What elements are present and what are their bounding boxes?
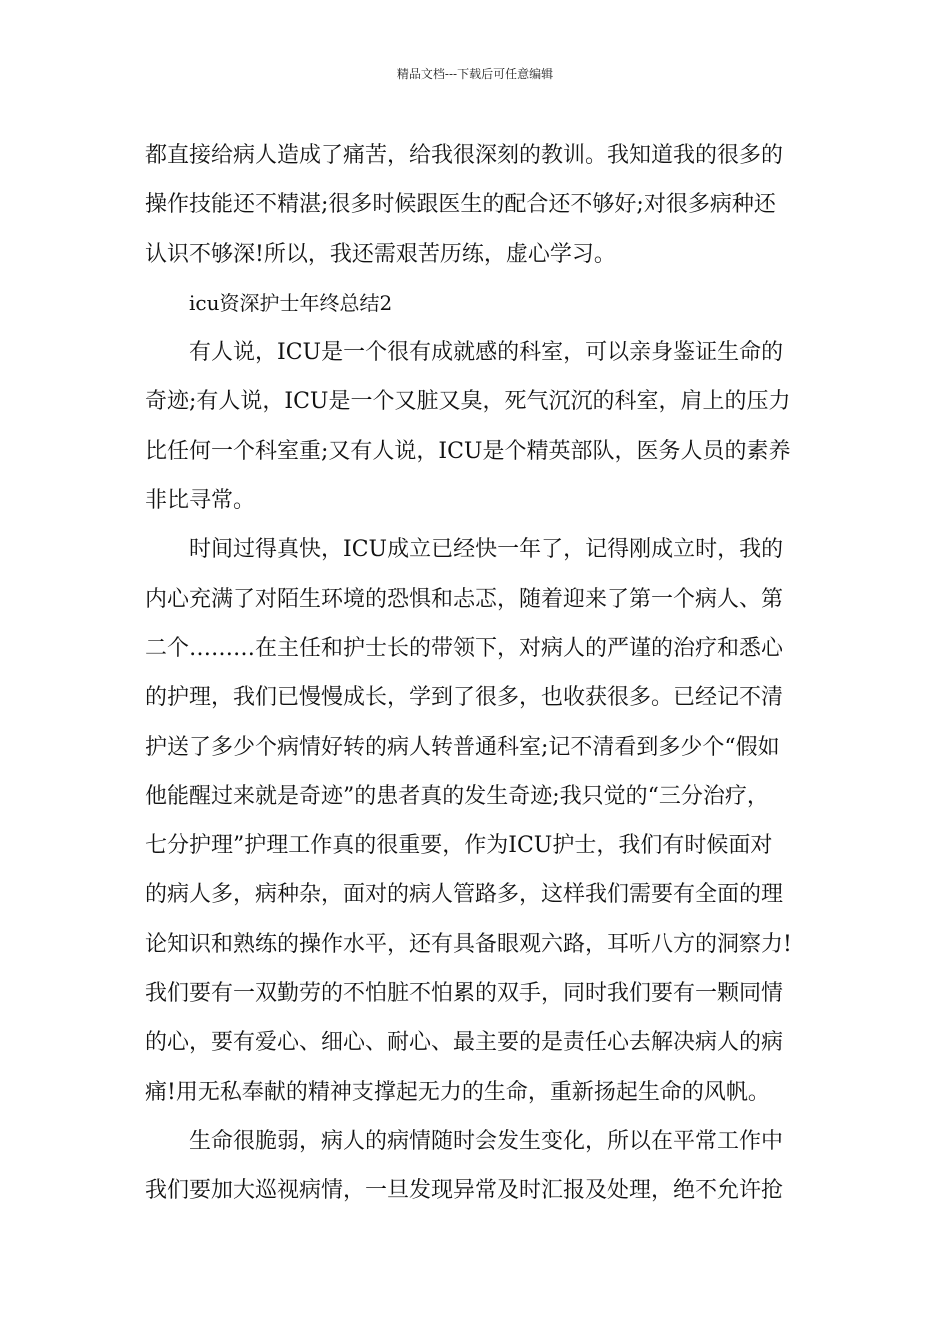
body-line: 我们要加大巡视病情，一旦发现异常及时汇报及处理，绝不允许抢	[145, 1178, 784, 1204]
body-line: 比任何一个科室重;又有人说，ICU是个精英部队，医务人员的素养	[145, 438, 791, 464]
body-line: 二个………在主任和护士长的带领下，对病人的严谨的治疗和悉心	[145, 635, 784, 661]
body-line: 非比寻常。	[145, 488, 256, 514]
body-line: 论知识和熟练的操作水平，还有具备眼观六路，耳听八方的洞察力!	[145, 931, 792, 957]
body-line: 痛!用无私奉献的精神支撑起无力的生命，重新扬起生命的风帆。	[145, 1079, 770, 1105]
document-body	[145, 131, 815, 1216]
body-line: 的病人多，病种杂，面对的病人管路多，这样我们需要有全面的理	[145, 882, 784, 908]
paragraph-first-line: 生命很脆弱，病人的病情随时会发生变化，所以在平常工作中	[189, 1128, 784, 1154]
body-line: 护送了多少个病情好转的病人转普通科室;记不清看到多少个“假如	[145, 734, 780, 760]
paragraph-first-line: 时间过得真快，ICU成立已经快一年了，记得刚成立时，我的	[189, 537, 784, 563]
body-line: 的心，要有爱心、细心、耐心、最主要的是责任心去解决病人的病	[145, 1030, 784, 1056]
body-line: 他能醒过来就是奇迹”的患者真的发生奇迹;我只觉的“三分治疗，	[145, 783, 769, 809]
paragraph-first-line: 有人说，ICU是一个很有成就感的科室，可以亲身鉴证生命的	[189, 340, 784, 366]
page-header: 精品文档---下载后可任意编辑	[396, 67, 554, 81]
body-line: 都直接给病人造成了痛苦，给我很深刻的教训。我知道我的很多的	[145, 143, 784, 168]
body-line: 内心充满了对陌生环境的恐惧和忐忑，随着迎来了第一个病人、第	[145, 586, 784, 612]
section-heading: icu资深护士年终总结2	[189, 290, 393, 315]
body-line: 的护理，我们已慢慢成长，学到了很多，也收获很多。已经记不清	[145, 685, 784, 711]
body-line: 认识不够深!所以，我还需艰苦历练，虚心学习。	[145, 241, 616, 267]
body-line: 七分护理”护理工作真的很重要，作为ICU护士，我们有时候面对	[145, 833, 773, 859]
body-line: 我们要有一双勤劳的不怕脏不怕累的双手，同时我们要有一颗同情	[145, 981, 784, 1007]
body-line: 操作技能还不精湛;很多时候跟医生的配合还不够好;对很多病种还	[145, 192, 776, 218]
body-line: 奇迹;有人说，ICU是一个又脏又臭，死气沉沉的科室，肩上的压力	[145, 389, 791, 415]
